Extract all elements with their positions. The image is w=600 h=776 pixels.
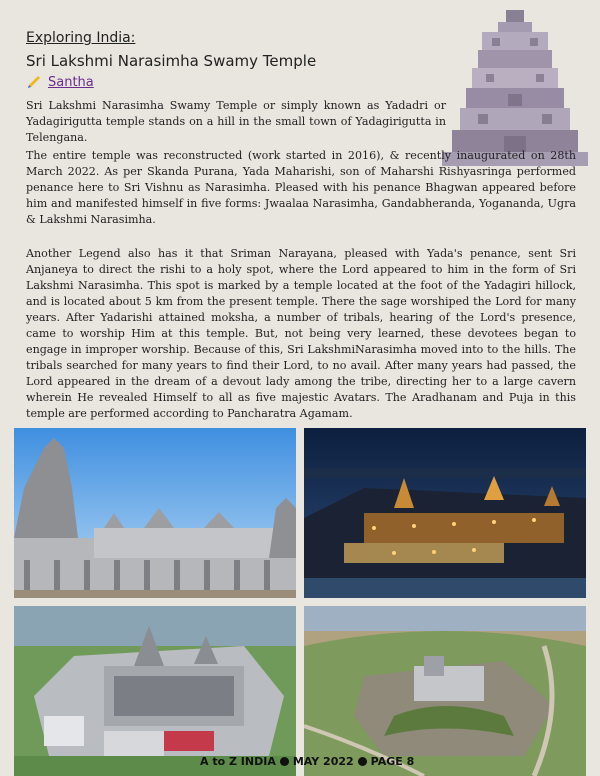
issue-date: MAY 2022 xyxy=(292,755,354,768)
pen-icon xyxy=(26,74,42,90)
photo-temple-night xyxy=(304,428,586,598)
paragraph-intro: Sri Lakshmi Narasimha Swamy Temple or simply known as Yadadri or Yadagirigutta temple stands on a hill in the small town of Yadagirigutta in Telengana. xyxy=(26,99,446,144)
paragraph-legend: Another Legend also has it that Sriman Narayana, pleased with Yada's penance, sent Sri Anjaneya to direct the rishi to a holy spot, where the Lord appeared to him in the form of Sri Lakshmi Narasimha. This spot is marked by a temple located at the foot of the Yadagiri hillock, and is located about 5 km from the present temple. There the sage worshiped the Lord for many years. After Yadarishi attained moksha, a number of tribals, hearing of the Lord's presence, came to worship Him at this temple. But, not being very learned, these devotees began to engage in improper worship. Because of this, Sri LakshmiNarasimha moved into to the hills. The tribals searched for many years to find their Lord, to no avail. After many years had passed, the Lord appeared in the dream of a devout lady among the tribe, directing her to a large cavern wherein He revealed Himself to all as five majestic Avatars. The Aradhanam and Puja in this temple are performed according to Pancharatra Agamam. xyxy=(26,247,576,420)
author-link[interactable]: Santha xyxy=(48,74,94,90)
magazine-name: A to Z INDIA xyxy=(200,755,276,768)
page-number: PAGE 8 xyxy=(370,755,415,768)
article-title: Sri Lakshmi Narasimha Swamy Temple xyxy=(26,52,317,70)
dot-icon xyxy=(358,757,367,766)
photo-temple-day xyxy=(14,428,296,598)
dot-icon xyxy=(280,757,289,766)
page-footer xyxy=(200,755,414,768)
photo-temple-aerial xyxy=(14,606,296,776)
paragraph-history: The entire temple was reconstructed (work started in 2016), & recently inaugurated on 28th March 2022. As per Skanda Purana, Yada Maharishi, son of Maharshi Rishyasringa performed penance here to Sri Vishnu as Narasimha. Pleased with his penance Bhagwan appeared before him and manifested himself in five forms: Jwaalaa Narasimha, Gandabheranda, Yogananda, Ugra & Lakshmi Narasimha. xyxy=(26,149,576,226)
section-kicker: Exploring India: xyxy=(26,30,136,46)
author-line xyxy=(26,74,94,90)
temple-tower-icon xyxy=(442,10,588,170)
photo-hill-aerial xyxy=(304,606,586,776)
